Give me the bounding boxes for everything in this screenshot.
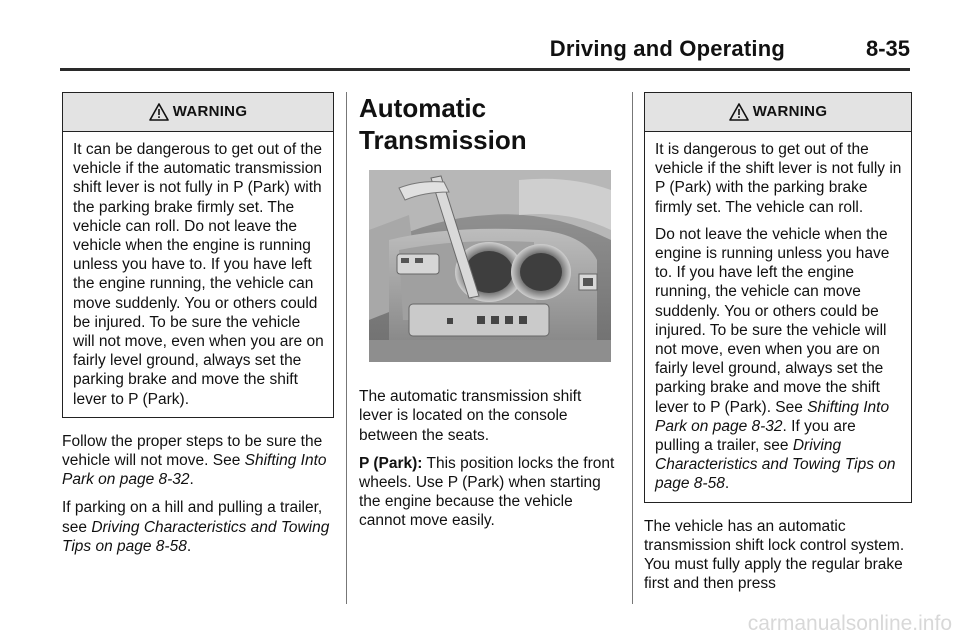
cross-reference-link: Driving Characteristics and Towing Tips on page 8-58 <box>62 518 330 555</box>
section-title: Automatic Transmission <box>359 93 527 155</box>
warning-icon <box>729 103 749 121</box>
warning-text: Do not leave the vehicle when the engine is running unless you have to. If you have left the engine running, the vehicle can move suddenly. You or others could be injured. To be sure the vehicle will not move, even when you are on fairly level ground, always set the parking brake and move the shift lever to P (Park). See Shifting Into Park on page 8-32. If you are pulling a trailer, see Driving Characteristics and Towing Tips on page 8-58. <box>655 225 896 493</box>
paragraph: The vehicle has an automatic transmission shift lock control system. You must fully apply the regular brake first and then press <box>644 517 905 593</box>
cross-reference-link: Driving Characteristics and Towing Tips on page 8-58 <box>655 437 896 493</box>
warning-header <box>63 93 333 132</box>
warning-label: WARNING <box>172 103 248 121</box>
page-header <box>60 28 910 71</box>
warning-header <box>645 93 911 132</box>
paragraph: Follow the proper steps to be sure the vehicle will not move. See Shifting Into Park on page 8-32. <box>62 432 327 489</box>
warning-label: WARNING <box>752 103 828 121</box>
paragraph: P (Park): This position locks the front wheels. Use P (Park) when starting the engine because the vehicle cannot move easily. <box>359 454 615 530</box>
cross-reference-link: Shifting Into Park on page 8-32 <box>655 398 890 435</box>
column-left <box>62 92 334 565</box>
warning-box <box>62 92 334 418</box>
page-number: 8-35 <box>865 36 910 61</box>
term-label: P (Park): <box>359 454 423 472</box>
cross-reference-link: Shifting Into Park on page 8-32 <box>62 452 327 489</box>
console-illustration <box>369 170 611 362</box>
column-middle <box>359 92 617 540</box>
paragraph: If parking on a hill and pulling a trailer, see Driving Characteristics and Towing Tips on page 8-58. <box>62 499 330 555</box>
column-divider <box>346 92 347 604</box>
paragraph: The automatic transmission shift lever is located on the console between the seats. <box>359 388 582 444</box>
warning-body <box>645 132 911 502</box>
warning-box <box>644 92 912 503</box>
warning-icon <box>149 103 169 121</box>
column-right <box>644 92 912 602</box>
watermark: carmanualsonline.info <box>747 612 952 635</box>
section-header-title: Driving and Operating <box>549 36 785 61</box>
warning-text: It can be dangerous to get out of the vehicle if the automatic transmission shift lever is not fully in P (Park) with the parking brake firmly set. The vehicle can roll. Do not leave the vehicle when the engine is running unless you have to. If you have left the engine running, the vehicle can move suddenly. You or others could be injured. To be sure the vehicle will not move, even when you are on fairly level ground, always set the parking brake and move the shift lever to P (Park). <box>73 141 324 408</box>
warning-text: It is dangerous to get out of the vehicle if the shift lever is not fully in P (Park) with the parking brake firmly set. The vehicle can roll. <box>655 141 902 216</box>
column-divider <box>632 92 633 604</box>
shift-lever-illustration <box>369 170 617 367</box>
warning-body <box>63 132 333 417</box>
